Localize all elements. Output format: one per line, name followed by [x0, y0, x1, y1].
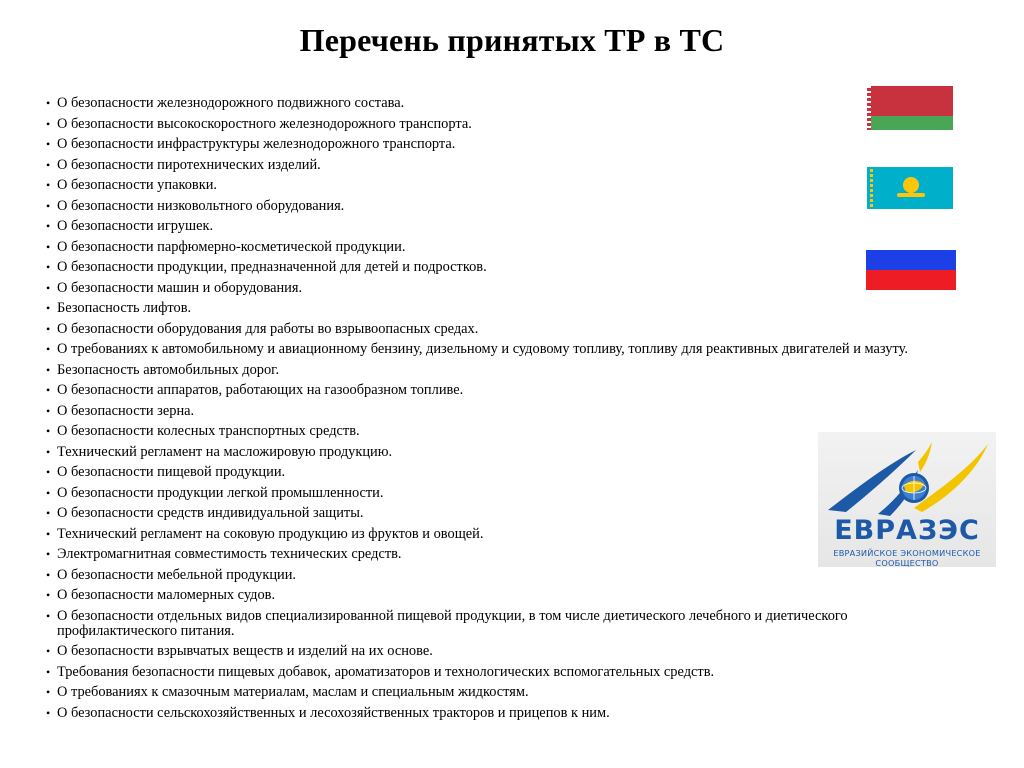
- list-item: [46, 527, 946, 542]
- list-item-text: О безопасности инфраструктуры железнодорожного транспорта.: [57, 136, 456, 152]
- bullet-icon: •: [46, 260, 51, 274]
- bullet-icon: •: [46, 383, 51, 397]
- list-item: [46, 342, 946, 357]
- belarus-flag-icon: [867, 86, 953, 130]
- bullet-icon: •: [46, 567, 51, 582]
- bullet-icon: •: [46, 116, 51, 131]
- list-item: [46, 301, 946, 316]
- list-item-text: О безопасности аппаратов, работающих на газообразном топливе.: [57, 382, 464, 398]
- bullet-icon: •: [46, 588, 51, 602]
- bullet-icon: •: [46, 239, 51, 254]
- bullet-icon: •: [46, 506, 51, 520]
- list-item-text: Технический регламент на соковую продукцию из фруктов и овощей.: [57, 525, 484, 542]
- list-item: [46, 322, 946, 337]
- bullet-icon: •: [46, 301, 51, 315]
- bullet-icon: •: [46, 485, 51, 500]
- list-item-text: Безопасность лифтов.: [57, 300, 192, 316]
- bullet-icon: •: [46, 465, 51, 479]
- list-item: [46, 706, 946, 721]
- list-item: [46, 486, 946, 501]
- list-item-text: О безопасности пиротехнических изделий.: [57, 156, 321, 173]
- bullet-icon: •: [46, 280, 51, 295]
- bullet-icon: •: [46, 547, 51, 561]
- list-item-text: О безопасности низковольтного оборудования.: [57, 197, 345, 214]
- list-item: [46, 158, 946, 173]
- list-item: [46, 424, 946, 439]
- eurasec-logo: [818, 432, 996, 567]
- list-item: [46, 219, 946, 234]
- list-item: [46, 547, 946, 562]
- bullet-icon: •: [46, 137, 51, 151]
- list-item: [46, 685, 946, 700]
- list-item: [46, 445, 946, 460]
- list-item-text: О требованиях к смазочным материалам, маслам и специальным жидкостям.: [57, 684, 529, 700]
- list-item-text: О безопасности мебельной продукции.: [57, 566, 297, 583]
- list-item: [46, 665, 946, 680]
- list-item-text: О безопасности продукции, предназначенной для детей и подростков.: [57, 259, 487, 275]
- list-item-text: Требования безопасности пищевых добавок, ароматизаторов и технологических вспомогательных средств.: [57, 663, 715, 680]
- list-item: [46, 465, 946, 480]
- bullet-icon: •: [46, 526, 51, 541]
- list-item-text: О безопасности маломерных судов.: [57, 587, 276, 603]
- list-item-text: О безопасности сельскохозяйственных и лесохозяйственных тракторов и прицепов к ним.: [57, 704, 610, 721]
- bullet-icon: •: [46, 362, 51, 377]
- list-item: [46, 117, 946, 132]
- bullet-icon: •: [46, 705, 51, 720]
- logo-subtitle-line1: ЕВРАЗИЙСКОЕ ЭКОНОМИЧЕСКОЕ: [833, 548, 981, 558]
- list-item-text: Технический регламент на масложировую продукцию.: [57, 443, 393, 460]
- list-item-text: Электромагнитная совместимость технических средств.: [57, 546, 402, 562]
- list-item: [46, 383, 946, 398]
- bullet-icon: •: [46, 608, 51, 623]
- list-item-text: О безопасности оборудования для работы во взрывоопасных средах.: [57, 320, 479, 337]
- list-item: [46, 137, 946, 152]
- list-item-text: О безопасности пищевой продукции.: [57, 464, 286, 480]
- list-item-text: О безопасности продукции легкой промышленности.: [57, 484, 384, 501]
- bullet-icon: •: [46, 178, 51, 192]
- list-item-text: О безопасности отдельных видов специализированной пищевой продукции, в том числе диетического лечебного и диетического профилактического питания.: [57, 607, 848, 639]
- list-item: [46, 363, 946, 378]
- bullet-icon: •: [46, 444, 51, 459]
- bullet-icon: •: [46, 644, 51, 658]
- list-item-text: О безопасности зерна.: [57, 402, 195, 419]
- list-item-text: О безопасности парфюмерно-косметической продукции.: [57, 238, 406, 255]
- logo-subtitle-line2: СООБЩЕСТВО: [875, 558, 939, 567]
- list-item-text: О безопасности средств индивидуальной защиты.: [57, 505, 364, 521]
- bullet-icon: •: [46, 96, 51, 110]
- bullet-icon: •: [46, 424, 51, 438]
- bullet-icon: •: [46, 342, 51, 356]
- bullet-icon: •: [46, 321, 51, 336]
- regulations-list: [46, 96, 946, 726]
- list-item: [46, 644, 946, 659]
- list-item: [46, 178, 946, 193]
- russia-flag-icon: [866, 231, 956, 290]
- list-item-text: О требованиях к автомобильному и авиационному бензину, дизельному и судовому топливу, топливу для реактивных двигателей и мазуту.: [57, 341, 908, 357]
- list-item: [46, 588, 946, 603]
- logo-name: ЕВРАЗЭС: [834, 515, 980, 546]
- list-item-text: О безопасности взрывчатых веществ и изделий на их основе.: [57, 643, 433, 659]
- list-item-text: Безопасность автомобильных дорог.: [57, 361, 280, 378]
- bullet-icon: •: [46, 157, 51, 172]
- list-item: [46, 199, 946, 214]
- list-item-text: О безопасности высокоскоростного железнодорожного транспорта.: [57, 115, 472, 132]
- list-item: [46, 281, 946, 296]
- list-item: [46, 404, 946, 419]
- eurasec-emblem-icon: [818, 432, 996, 567]
- list-item: [46, 506, 946, 521]
- list-item: [46, 568, 946, 583]
- list-item: [46, 609, 946, 639]
- kazakhstan-flag-icon: [867, 167, 953, 209]
- list-item: [46, 96, 946, 111]
- list-item: [46, 240, 946, 255]
- bullet-icon: •: [46, 664, 51, 679]
- list-item-text: О безопасности машин и оборудования.: [57, 279, 303, 296]
- bullet-icon: •: [46, 198, 51, 213]
- slide-title: Перечень принятых ТР в ТС: [299, 22, 725, 58]
- list-item-text: О безопасности упаковки.: [57, 177, 218, 193]
- list-item: [46, 260, 946, 275]
- bullet-icon: •: [46, 685, 51, 699]
- bullet-icon: •: [46, 219, 51, 233]
- list-item-text: О безопасности колесных транспортных средств.: [57, 423, 360, 439]
- list-item-text: О безопасности железнодорожного подвижного состава.: [57, 95, 405, 111]
- bullet-icon: •: [46, 403, 51, 418]
- list-item-text: О безопасности игрушек.: [57, 218, 214, 234]
